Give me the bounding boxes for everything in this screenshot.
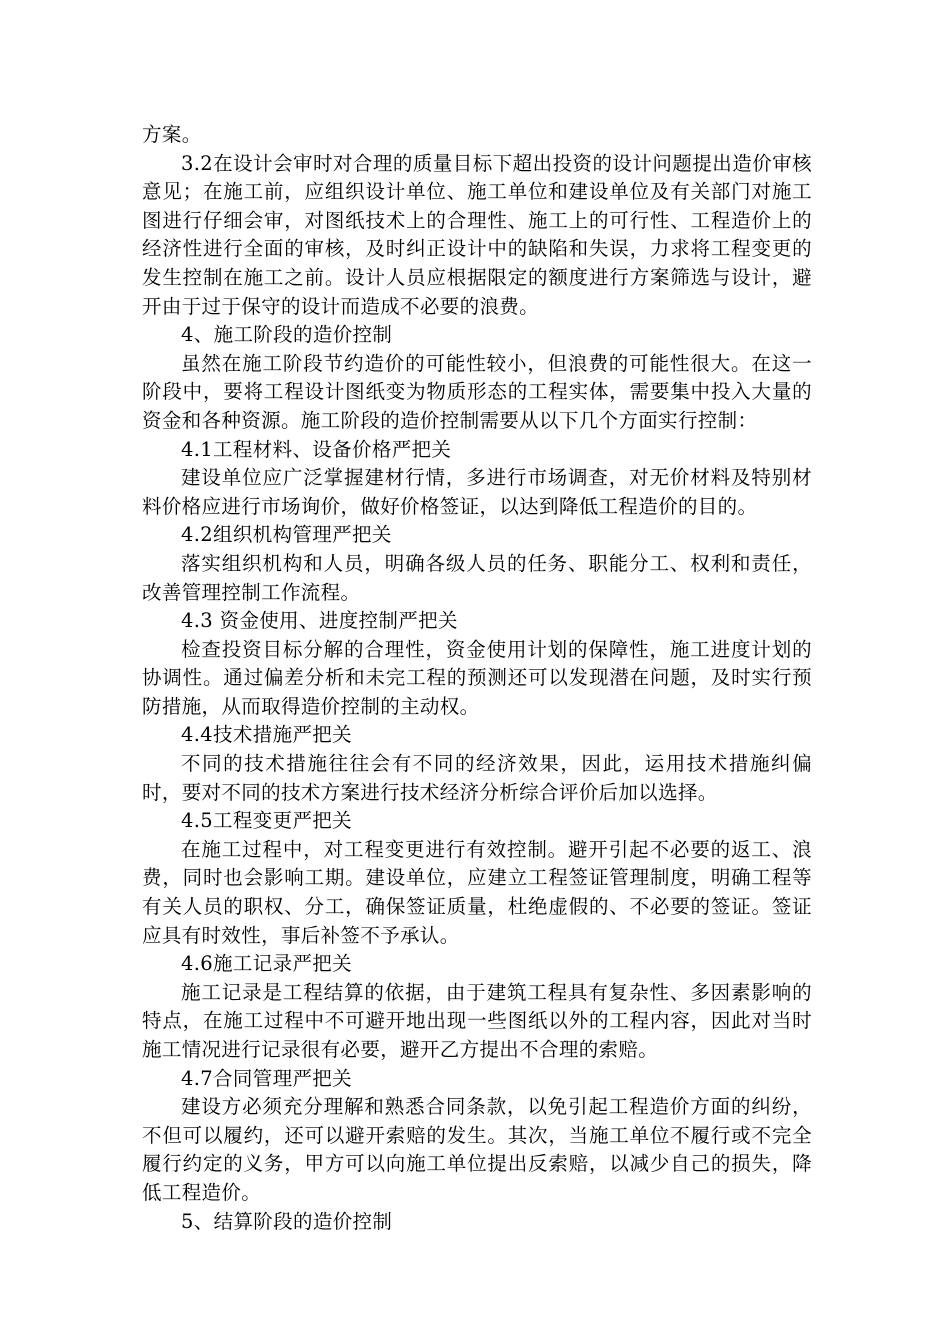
heading-4-7: 4.7合同管理严把关: [181, 1066, 353, 1090]
paragraph-4-1: 建设单位应广泛掌握建材行情，多进行市场调查，对无价材料及特别材料价格应进行市场询价，做好价格签证，以达到降低工程造价的目的。: [142, 466, 812, 518]
heading-4-5: 4.5工程变更严把关: [181, 809, 353, 833]
paragraph-3-2: 3.2在设计会审时对合理的质量目标下超出投资的设计问题提出造价审核意见；在施工前，应组织设计单位、施工单位和建设单位及有关部门对施工图进行仔细会审，对图纸技术上的合理性、施工上的可行性、工程造价上的经济性进行全面的审核，及时纠正设计中的缺陷和失误，力求将工程变更的发生控制在施工之前。设计人员应根据限定的额度进行方案筛选与设计，避开由于过于保守的设计而造成不必要的浪费。: [142, 151, 812, 318]
paragraph-4-2: 落实组织机构和人员，明确各级人员的任务、职能分工、权利和责任，改善管理控制工作流程。: [142, 551, 812, 604]
document-page: [142, 121, 812, 1236]
heading-4-4: 4.4技术措施严把关: [181, 723, 353, 747]
heading-4-3: 4.3 资金使用、进度控制严把关: [181, 609, 458, 633]
heading-section-4: 4、施工阶段的造价控制: [181, 323, 393, 347]
heading-4-2: 4.2组织机构管理严把关: [181, 523, 392, 547]
paragraph-section-4-intro: 虽然在施工阶段节约造价的可能性较小，但浪费的可能性很大。在这一阶段中，要将工程设计图纸变为物质形态的工程实体，需要集中投入大量的资金和各种资源。施工阶段的造价控制需要从以下几个方面实行控制：: [142, 351, 812, 432]
paragraph-fangan-end: 方案。: [142, 123, 202, 146]
paragraph-4-7: 建设方必须充分理解和熟悉合同条款，以免引起工程造价方面的纠纷，不但可以履约，还可以避开索赔的发生。其次，当施工单位不履行或不完全履行约定的义务，甲方可以向施工单位提出反索赔，以减少自己的损失，降低工程造价。: [142, 1095, 812, 1204]
paragraph-4-5: 在施工过程中，对工程变更进行有效控制。避开引起不必要的返工、浪费，同时也会影响工期。建设单位，应建立工程签证管理制度，明确工程等有关人员的职权、分工，确保签证质量，杜绝虚假的、不必要的签证。签证应具有时效性，事后补签不予承认。: [142, 837, 812, 947]
paragraph-4-6: 施工记录是工程结算的依据，由于建筑工程具有复杂性、多因素影响的特点，在施工过程中不可避开地出现一些图纸以外的工程内容，因此对当时施工情况进行记录很有必要，避开乙方提出不合理的索赔。: [142, 980, 812, 1061]
paragraph-4-3: 检查投资目标分解的合理性，资金使用计划的保障性，施工进度计划的协调性。通过偏差分析和未完工程的预测还可以发现潜在问题，及时实行预防措施，从而取得造价控制的主动权。: [142, 637, 812, 718]
heading-4-6: 4.6施工记录严把关: [181, 952, 353, 976]
paragraph-4-4: 不同的技术措施往往会有不同的经济效果，因此，运用技术措施纠偏时，要对不同的技术方案进行技术经济分析综合评价后加以选择。: [142, 752, 812, 804]
heading-4-1: 4.1工程材料、设备价格严把关: [181, 437, 452, 461]
heading-section-5: 5、结算阶段的造价控制: [181, 1209, 393, 1233]
